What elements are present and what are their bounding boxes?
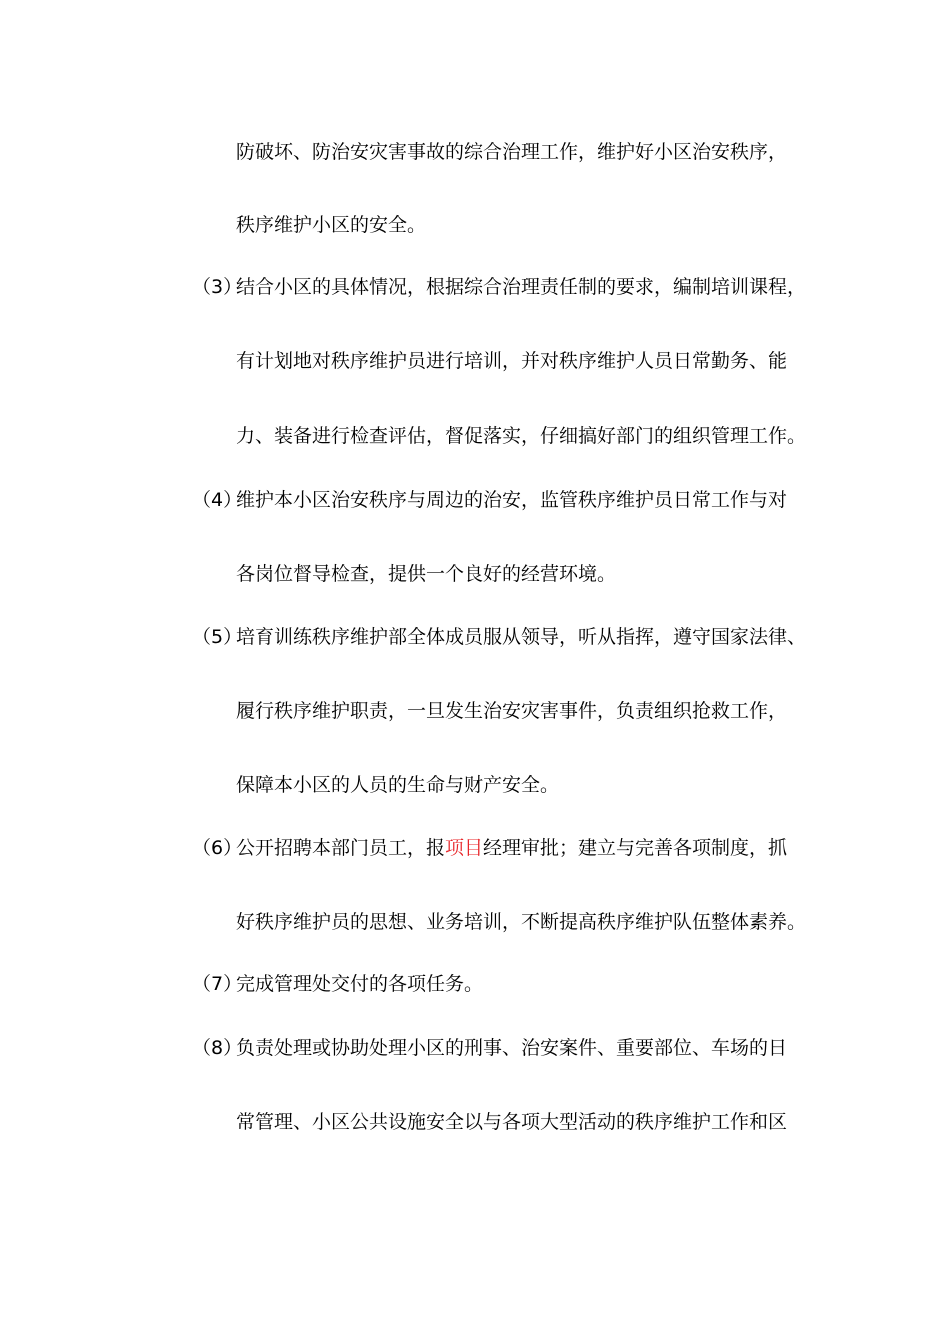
- item-number: （7）: [192, 973, 243, 995]
- text-segment: 经理审批；建立与完善各项制度，抓: [483, 837, 788, 859]
- text-line: 维护本小区治安秩序与周边的治安，监管秩序维护员日常工作与对: [236, 489, 788, 511]
- item-number: （3）: [192, 276, 243, 298]
- text-segment: 公开招聘本部门员工，报: [236, 837, 446, 859]
- text-line: 培育训练秩序维护部全体成员服从领导，听从指挥，遵守国家法律、: [236, 626, 807, 648]
- text-line: 完成管理处交付的各项任务。: [236, 973, 484, 995]
- text-line: 好秩序维护员的思想、业务培训，不断提高秩序维护队伍整体素养。: [236, 911, 807, 933]
- item-number: （6）: [192, 837, 243, 859]
- item-number: （8）: [192, 1037, 243, 1059]
- text-line: 防破坏、防治安灾害事故的综合治理工作，维护好小区治安秩序，: [236, 141, 788, 163]
- highlight-text: 项目: [445, 837, 484, 859]
- item-number: （4）: [192, 489, 243, 511]
- text-line: 保障本小区的人员的生命与财产安全。: [236, 774, 560, 796]
- item-number: （5）: [192, 626, 243, 648]
- text-line: 有计划地对秩序维护员进行培训，并对秩序维护人员日常勤务、能: [236, 350, 788, 372]
- text-line: 秩序维护小区的安全。: [236, 214, 427, 236]
- text-line: 履行秩序维护职责，一旦发生治安灾害事件，负责组织抢救工作，: [236, 700, 788, 722]
- text-line: 力、装备进行检查评估，督促落实，仔细搞好部门的组织管理工作。: [236, 425, 807, 447]
- text-line: 常管理、小区公共设施安全以与各项大型活动的秩序维护工作和区: [236, 1111, 788, 1133]
- text-line: [236, 836, 787, 860]
- text-line: 各岗位督导检查，提供一个良好的经营环境。: [236, 563, 617, 585]
- text-line: 结合小区的具体情况，根据综合治理责任制的要求，编制培训课程，: [236, 276, 807, 298]
- text-line: 负责处理或协助处理小区的刑事、治安案件、重要部位、车场的日: [236, 1037, 788, 1059]
